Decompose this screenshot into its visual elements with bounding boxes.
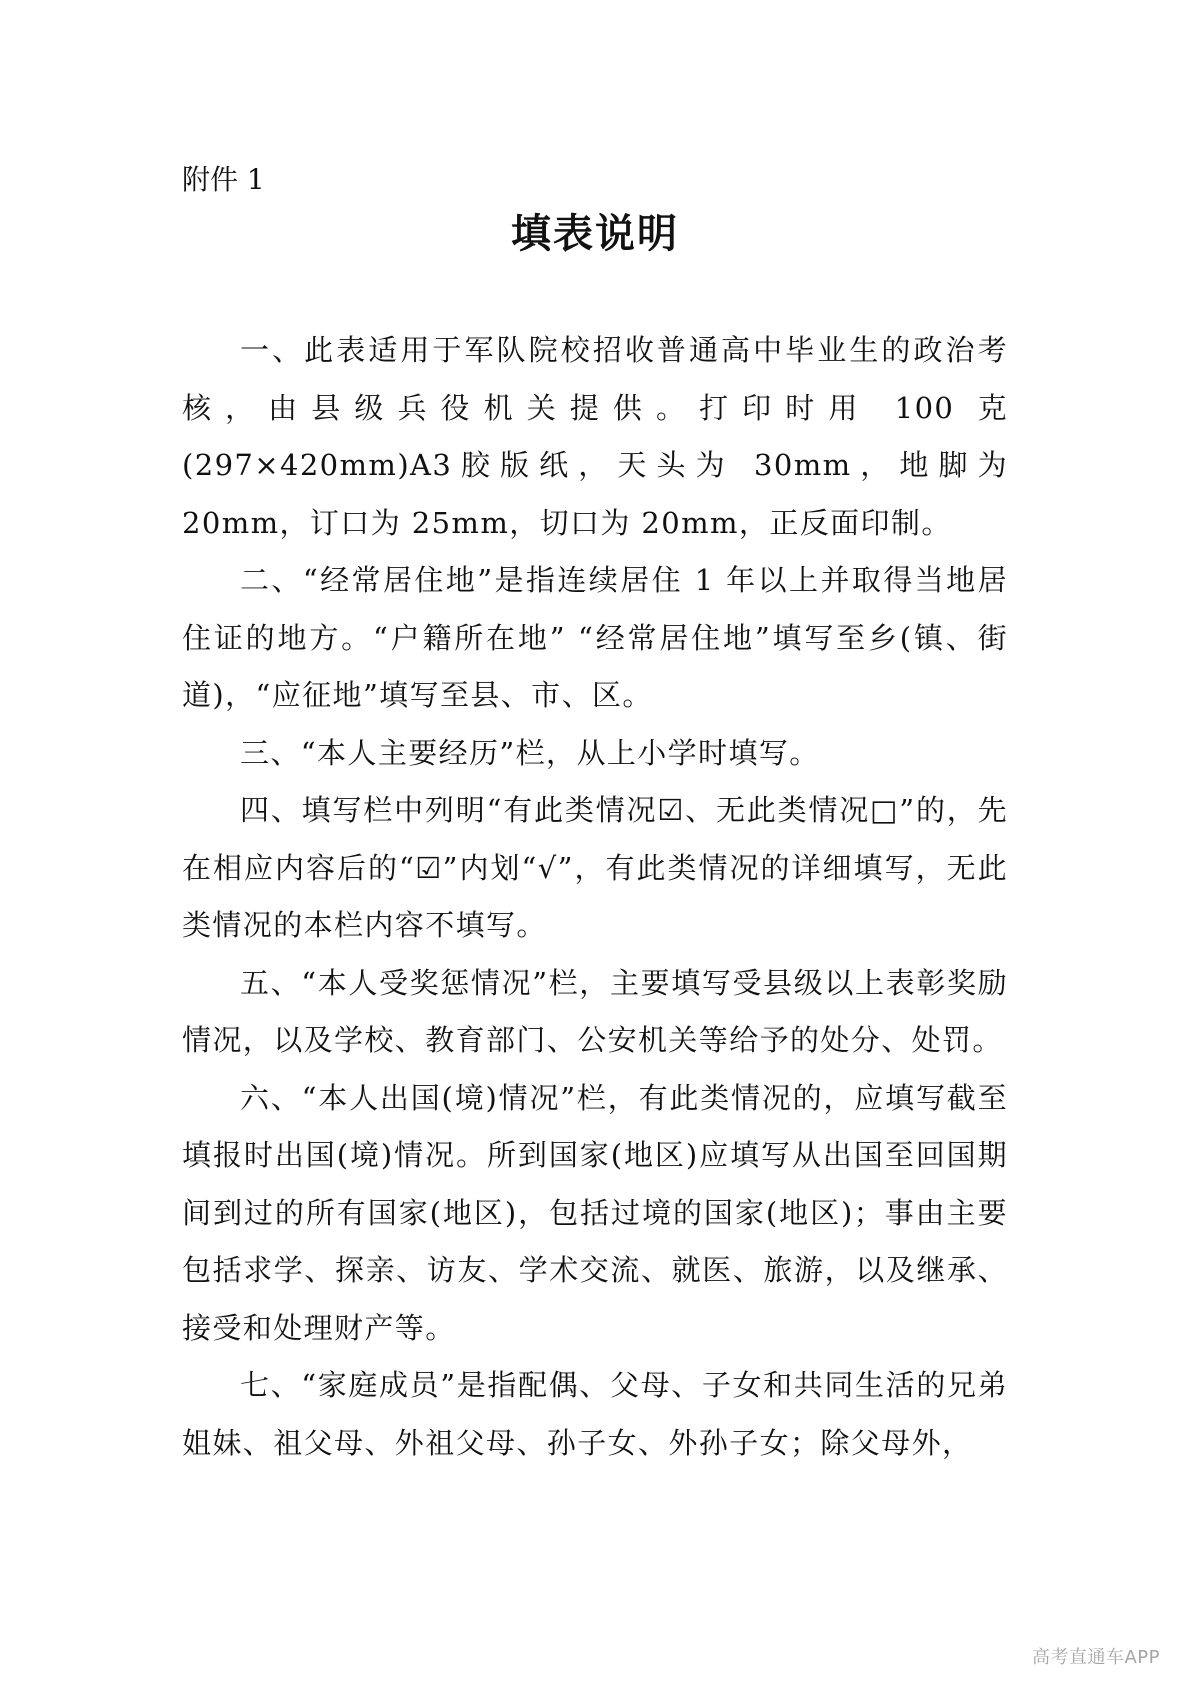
paragraph-2: 二、“经常居住地”是指连续居住 1 年以上并取得当地居住证的地方。“户籍所在地” “经常居住地”填写至乡(镇、街道)，“应征地”填写至县、市、区。 bbox=[182, 563, 1008, 712]
paragraph-3: 三、“本人主要经历”栏，从上小学时填写。 bbox=[240, 735, 820, 770]
paragraph-1: 一、此表适用于军队院校招收普通高中毕业生的政治考核，由县级兵役机关提供。打印时用 100 克(297×420mm)A3胶版纸，天头为 30mm，地脚为 20mm，订口为 25mm，切口为 20mm，正反面印制。 bbox=[182, 333, 1008, 540]
paragraph-6: 六、“本人出国(境)情况”栏，有此类情况的，应填写截至填报时出国(境)情况。所到国家(地区)应填写从出国至回国期间到过的所有国家(地区)，包括过境的国家(地区)；事由主要包括求学、探亲、访友、学术交流、就医、旅游，以及继承、接受和处理财产等。 bbox=[182, 1080, 1008, 1345]
paragraph-5: 五、“本人受奖惩情况”栏，主要填写受县级以上表彰奖励情况，以及学校、教育部门、公安机关等给予的处分、处罚。 bbox=[182, 965, 1008, 1057]
page-title: 填表说明 bbox=[511, 211, 679, 257]
watermark: 高考直通车APP bbox=[1031, 1647, 1160, 1668]
attachment-label: 附件 1 bbox=[182, 163, 265, 196]
instructions-body bbox=[182, 322, 1008, 1472]
paragraph-4: 四、填写栏中列明“有此类情况☑、无此类情况□”的，先在相应内容后的“☑”内划“√”，有此类情况的详细填写，无此类情况的本栏内容不填写。 bbox=[182, 793, 1008, 942]
paragraph-7: 七、“家庭成员”是指配偶、父母、子女和共同生活的兄弟姐妹、祖父母、外祖父母、孙子女、外孙子女；除父母外， bbox=[182, 1368, 1008, 1460]
